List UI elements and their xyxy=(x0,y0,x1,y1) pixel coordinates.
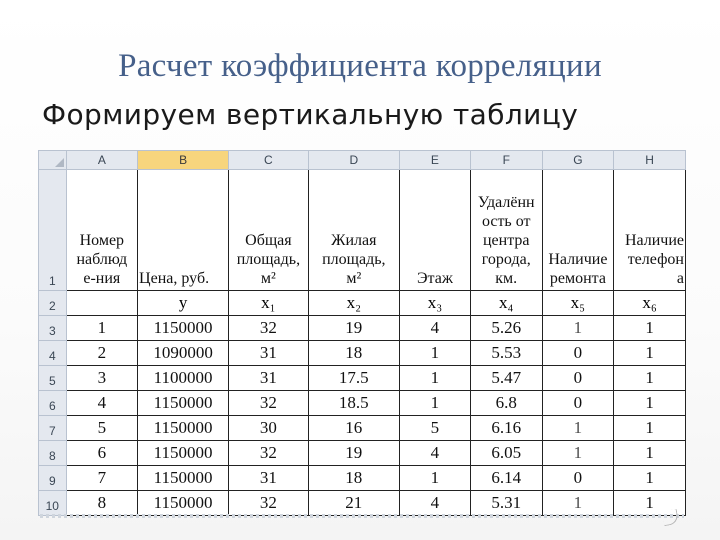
data-cell[interactable]: 6.14 xyxy=(470,466,542,491)
data-cell[interactable]: 6.16 xyxy=(470,416,542,441)
data-cell[interactable]: 31 xyxy=(229,466,309,491)
data-cell[interactable]: 1 xyxy=(66,316,137,341)
slide-title: Расчет коэффициента корреляции xyxy=(118,48,602,84)
column-header-g[interactable]: G xyxy=(542,151,614,170)
table-row xyxy=(39,416,686,441)
data-cell[interactable]: 32 xyxy=(229,391,309,416)
header-cell[interactable]: Наличие телефон а xyxy=(614,170,686,291)
data-cell[interactable]: 18.5 xyxy=(308,391,399,416)
variable-symbol-cell[interactable] xyxy=(66,291,137,316)
data-cell[interactable]: 0 xyxy=(542,391,614,416)
variable-symbol-cell[interactable]: x₆ xyxy=(614,291,686,316)
data-cell[interactable]: 6.05 xyxy=(470,441,542,466)
variable-symbol-cell[interactable]: x₄ xyxy=(470,291,542,316)
spreadsheet-grid xyxy=(38,150,686,516)
table-row xyxy=(39,441,686,466)
data-cell[interactable]: 5.26 xyxy=(470,316,542,341)
column-header-c[interactable]: C xyxy=(229,151,309,170)
data-cell[interactable]: 1150000 xyxy=(138,316,229,341)
data-cell[interactable]: 5.31 xyxy=(470,491,542,516)
data-cell[interactable]: 1150000 xyxy=(138,466,229,491)
header-cell[interactable]: Общая площадь, м² xyxy=(229,170,309,291)
data-cell[interactable]: 1 xyxy=(399,466,470,491)
data-cell[interactable]: 30 xyxy=(229,416,309,441)
slide-subtitle: Формируем вертикальную таблицу xyxy=(42,98,579,131)
data-cell[interactable]: 6 xyxy=(66,441,137,466)
row-header-8[interactable]: 8 xyxy=(39,441,67,466)
row-header-9[interactable]: 9 xyxy=(39,466,67,491)
data-cell[interactable]: 1 xyxy=(614,491,686,516)
data-cell[interactable]: 1150000 xyxy=(138,491,229,516)
data-cell[interactable]: 1150000 xyxy=(138,416,229,441)
spreadsheet[interactable] xyxy=(38,150,686,516)
data-cell[interactable]: 0 xyxy=(542,341,614,366)
data-cell[interactable]: 32 xyxy=(229,491,309,516)
data-cell[interactable]: 19 xyxy=(308,441,399,466)
variable-symbol-cell[interactable]: x₂ xyxy=(308,291,399,316)
data-cell[interactable]: 31 xyxy=(229,366,309,391)
table-row xyxy=(39,391,686,416)
table-row xyxy=(39,341,686,366)
data-cell[interactable]: 1 xyxy=(614,416,686,441)
data-cell[interactable]: 3 xyxy=(66,366,137,391)
variable-symbol-cell[interactable]: x₃ xyxy=(399,291,470,316)
table-row xyxy=(39,366,686,391)
data-cell[interactable]: 1 xyxy=(399,341,470,366)
data-cell[interactable]: 8 xyxy=(66,491,137,516)
data-cell[interactable]: 7 xyxy=(66,466,137,491)
column-header-f[interactable]: F xyxy=(470,151,542,170)
data-cell[interactable]: 1 xyxy=(542,416,614,441)
data-cell[interactable]: 1 xyxy=(614,391,686,416)
column-header-a[interactable]: A xyxy=(66,151,137,170)
row-header-3[interactable]: 3 xyxy=(39,316,67,341)
column-header-e[interactable]: E xyxy=(399,151,470,170)
data-cell[interactable]: 32 xyxy=(229,441,309,466)
data-cell[interactable]: 4 xyxy=(66,391,137,416)
table-row xyxy=(39,491,686,516)
variable-symbol-cell[interactable]: x₅ xyxy=(542,291,614,316)
table-row xyxy=(39,170,686,291)
data-cell[interactable]: 1 xyxy=(614,466,686,491)
variable-symbol-cell[interactable]: x₁ xyxy=(229,291,309,316)
data-cell[interactable]: 1 xyxy=(399,391,470,416)
data-cell[interactable]: 4 xyxy=(399,316,470,341)
column-header-d[interactable]: D xyxy=(308,151,399,170)
scroll-edge-dots xyxy=(40,514,684,518)
header-cell[interactable]: Наличие ремонта xyxy=(542,170,614,291)
row-header-6[interactable]: 6 xyxy=(39,391,67,416)
data-cell[interactable]: 5.53 xyxy=(470,341,542,366)
data-cell[interactable]: 18 xyxy=(308,341,399,366)
data-cell[interactable]: 32 xyxy=(229,316,309,341)
data-cell[interactable]: 2 xyxy=(66,341,137,366)
data-cell[interactable]: 5.47 xyxy=(470,366,542,391)
data-cell[interactable]: 1150000 xyxy=(138,391,229,416)
column-header-row xyxy=(39,151,686,170)
header-cell[interactable]: Удалённ ость от центра города, км. xyxy=(470,170,542,291)
data-cell[interactable]: 5 xyxy=(399,416,470,441)
data-cell[interactable]: 0 xyxy=(542,466,614,491)
data-cell[interactable]: 1 xyxy=(614,441,686,466)
column-header-h[interactable]: H xyxy=(614,151,686,170)
data-cell[interactable]: 1 xyxy=(399,366,470,391)
data-cell[interactable]: 16 xyxy=(308,416,399,441)
variable-symbol-cell[interactable]: y xyxy=(138,291,229,316)
select-all-corner[interactable] xyxy=(39,151,67,170)
data-cell[interactable]: 1150000 xyxy=(138,441,229,466)
column-header-b[interactable]: B xyxy=(138,151,229,170)
data-cell[interactable]: 1100000 xyxy=(138,366,229,391)
header-cell[interactable]: Этаж xyxy=(399,170,470,291)
header-cell[interactable]: Номер наблюд е-ния xyxy=(66,170,137,291)
table-row xyxy=(39,291,686,316)
row-header-7[interactable]: 7 xyxy=(39,416,67,441)
row-header-2[interactable]: 2 xyxy=(39,291,67,316)
select-all-triangle-icon xyxy=(55,158,64,167)
data-cell[interactable]: 1090000 xyxy=(138,341,229,366)
table-row xyxy=(39,466,686,491)
data-cell[interactable]: 1 xyxy=(542,491,614,516)
data-cell[interactable]: 4 xyxy=(399,491,470,516)
grid-body xyxy=(39,170,686,516)
data-cell[interactable]: 1 xyxy=(542,441,614,466)
row-header-1[interactable]: 1 xyxy=(39,170,67,291)
data-cell[interactable]: 1 xyxy=(614,316,686,341)
header-cell[interactable]: Жилая площадь, м² xyxy=(308,170,399,291)
row-header-10[interactable]: 10 xyxy=(39,491,67,516)
data-cell[interactable]: 6.8 xyxy=(470,391,542,416)
data-cell[interactable]: 21 xyxy=(308,491,399,516)
data-cell[interactable]: 1 xyxy=(614,366,686,391)
data-cell[interactable]: 31 xyxy=(229,341,309,366)
data-cell[interactable]: 1 xyxy=(542,316,614,341)
data-cell[interactable]: 18 xyxy=(308,466,399,491)
row-header-5[interactable]: 5 xyxy=(39,366,67,391)
row-header-4[interactable]: 4 xyxy=(39,341,67,366)
data-cell[interactable]: 17.5 xyxy=(308,366,399,391)
data-cell[interactable]: 1 xyxy=(614,341,686,366)
data-cell[interactable]: 19 xyxy=(308,316,399,341)
data-cell[interactable]: 0 xyxy=(542,366,614,391)
data-cell[interactable]: 4 xyxy=(399,441,470,466)
table-row xyxy=(39,316,686,341)
header-cell[interactable]: Цена, руб. xyxy=(138,170,229,291)
data-cell[interactable]: 5 xyxy=(66,416,137,441)
